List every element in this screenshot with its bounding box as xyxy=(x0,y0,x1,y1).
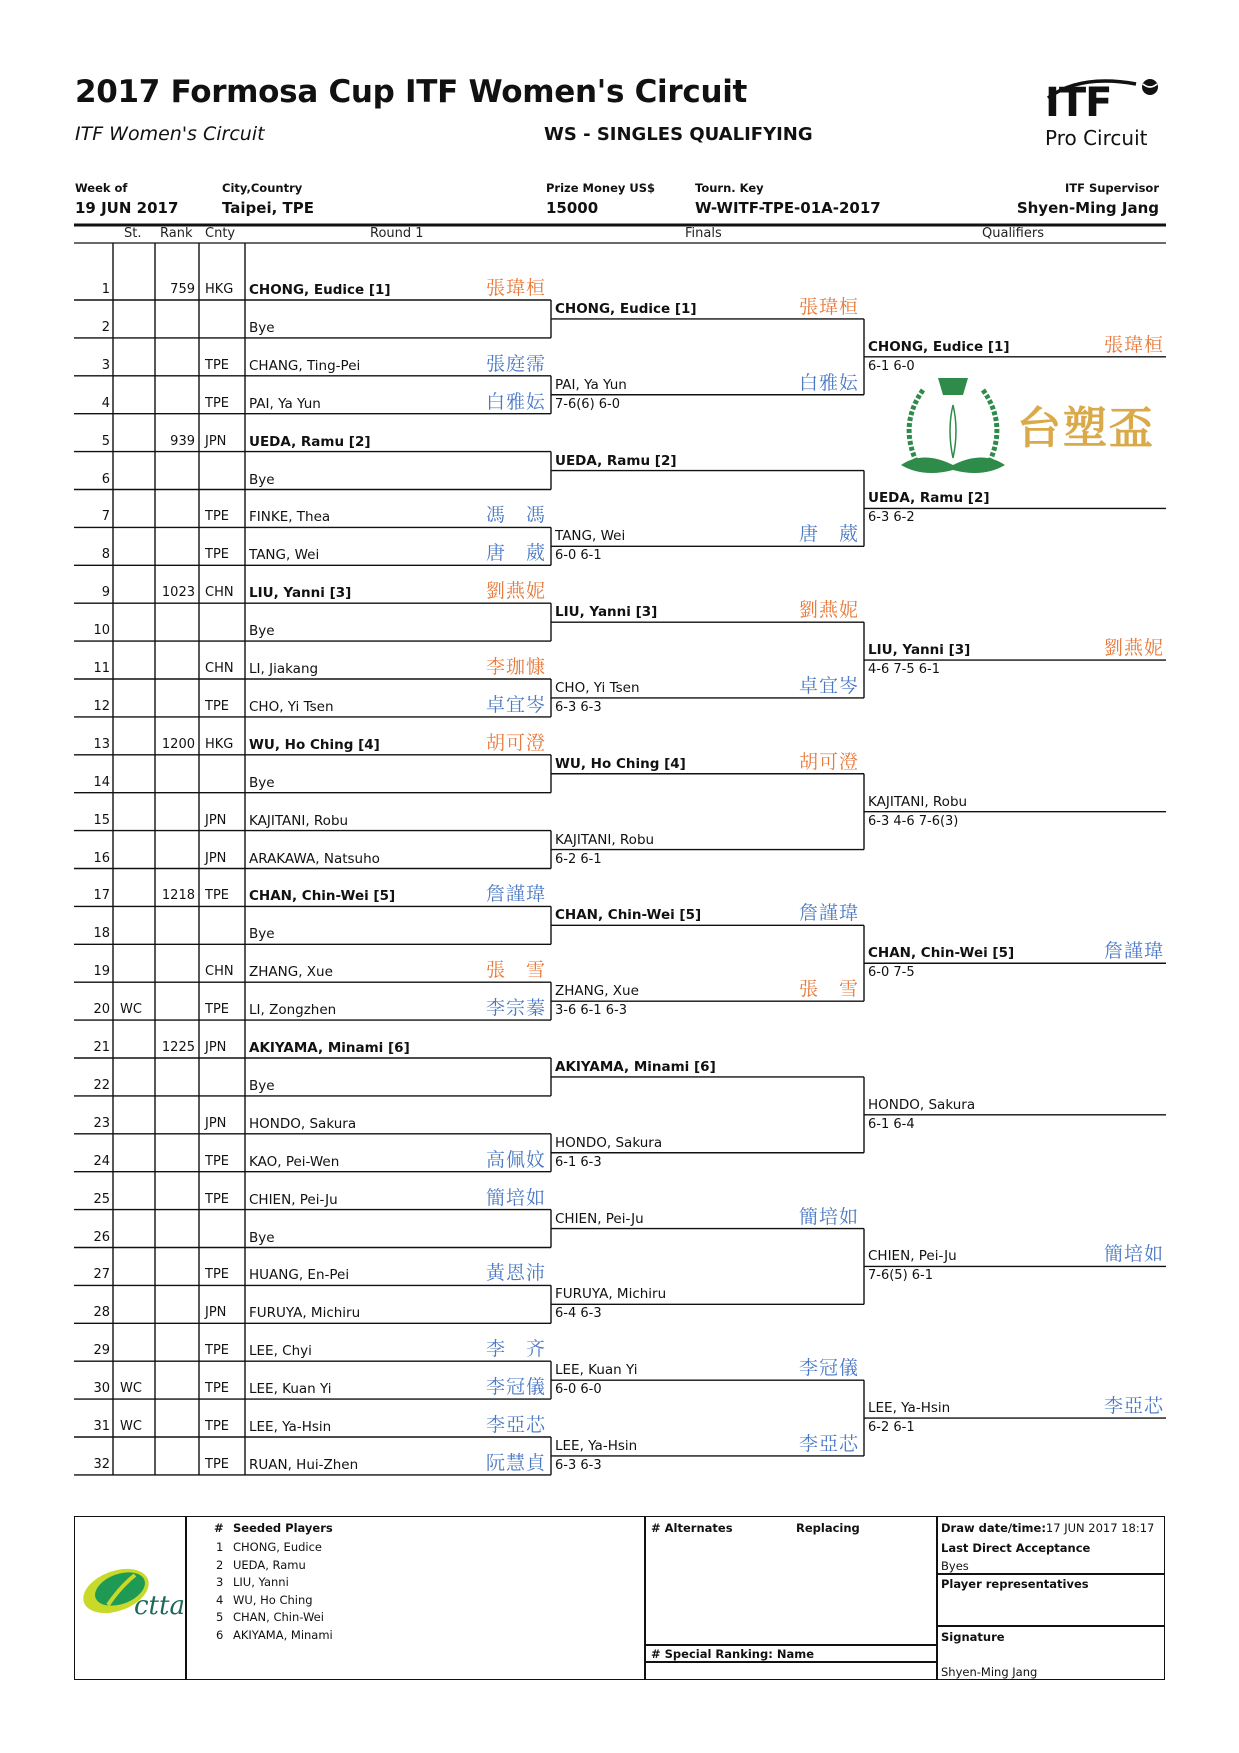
draw-position: 6 xyxy=(101,471,110,487)
supervisor-label: ITF Supervisor xyxy=(1064,181,1159,195)
qualifier-chinese-name: 張瑋桓 xyxy=(1103,333,1164,356)
event-name: WS - SINGLES QUALIFYING xyxy=(544,124,813,145)
entry-status: WC xyxy=(120,1002,142,1018)
player-name: HONDO, Sakura xyxy=(249,1115,357,1132)
footer-divider xyxy=(937,1573,1165,1575)
draw-position: 5 xyxy=(101,433,110,449)
formosa-cup-text: 台塑盃 xyxy=(1017,403,1155,454)
player-chinese-name: 張 雪 xyxy=(485,959,546,982)
finals-score: 6-2 6-1 xyxy=(555,851,602,867)
footer-divider xyxy=(936,1516,938,1680)
footer-divider xyxy=(645,1644,937,1646)
col-cnty: Cnty xyxy=(205,226,236,241)
seeded-number: 3 xyxy=(216,1575,224,1589)
player-representatives: Player representatives xyxy=(941,1577,1089,1591)
replacing-title: Replacing xyxy=(796,1521,860,1535)
player-name: LIU, Yanni [3] xyxy=(249,585,352,602)
entry-country: TPE xyxy=(205,1002,229,1018)
qualifier-score: 6-1 6-4 xyxy=(868,1116,915,1132)
ctta-logo-text: ctta xyxy=(134,1591,185,1621)
entry-country: JPN xyxy=(205,1040,227,1055)
player-name: RUAN, Hui-Zhen xyxy=(249,1456,359,1473)
entry-country: JPN xyxy=(205,433,227,449)
alternates-title: # Alternates xyxy=(651,1521,733,1535)
finals-player-name: FURUYA, Michiru xyxy=(555,1286,667,1303)
player-name: LI, Jiakang xyxy=(249,661,319,677)
finals-chinese-name: 李亞芯 xyxy=(798,1432,859,1455)
player-name: CHAN, Chin-Wei [5] xyxy=(249,888,396,905)
draw-position: 3 xyxy=(101,357,110,373)
finals-score: 6-1 6-3 xyxy=(555,1154,602,1170)
seeded-number: 6 xyxy=(216,1627,224,1642)
special-ranking-title: # Special Ranking: Name xyxy=(651,1647,814,1661)
col-rank: Rank xyxy=(160,226,193,241)
ctta-logo xyxy=(80,1567,188,1627)
finals-player-name: UEDA, Ramu [2] xyxy=(555,452,677,469)
seeded-player-name: AKIYAMA, Minami xyxy=(233,1627,333,1642)
player-name: LEE, Kuan Yi xyxy=(249,1381,332,1398)
col-finals: Finals xyxy=(685,226,722,241)
tourn-key-value: W-WITF-TPE-01A-2017 xyxy=(695,199,881,217)
qualifier-name: KAJITANI, Robu xyxy=(868,793,968,810)
supervisor-value: Shyen-Ming Jang xyxy=(1016,199,1159,217)
qualifier-chinese-name: 李亞芯 xyxy=(1103,1395,1164,1418)
itf-logo-subtext: Pro Circuit xyxy=(1045,126,1148,150)
prize-label: Prize Money US$ xyxy=(546,181,655,195)
draw-position: 11 xyxy=(93,661,110,676)
finals-chinese-name: 卓宜岑 xyxy=(798,674,859,697)
finals-player-name: CHAN, Chin-Wei [5] xyxy=(555,907,702,924)
draw-position: 27 xyxy=(93,1267,110,1283)
entry-country: TPE xyxy=(205,698,229,714)
finals-score: 6-3 6-3 xyxy=(555,699,602,715)
player-name: CHIEN, Pei-Ju xyxy=(249,1191,338,1208)
entry-rank: 1218 xyxy=(161,888,195,904)
player-chinese-name: 黃恩沛 xyxy=(485,1262,546,1285)
finals-chinese-name: 唐 葳 xyxy=(798,523,859,546)
draw-position: 18 xyxy=(93,926,110,942)
entry-rank: 1023 xyxy=(161,585,195,601)
seeded-number: 1 xyxy=(216,1540,224,1554)
entry-country: TPE xyxy=(205,1343,229,1359)
qualifier-score: 7-6(5) 6-1 xyxy=(868,1268,934,1284)
draw-position: 28 xyxy=(93,1305,110,1321)
tournament-subtitle: ITF Women's Circuit xyxy=(75,123,265,145)
draw-date-value: 17 JUN 2017 18:17 xyxy=(1045,1521,1155,1535)
entry-rank: 939 xyxy=(170,433,195,449)
entry-status: WC xyxy=(120,1419,142,1434)
player-name: UEDA, Ramu [2] xyxy=(249,433,371,450)
qualifier-score: 6-3 6-2 xyxy=(868,510,915,526)
player-name: TANG, Wei xyxy=(249,547,320,564)
player-name: FURUYA, Michiru xyxy=(249,1305,361,1322)
entry-country: TPE xyxy=(205,1191,229,1207)
footer-divider xyxy=(937,1625,1165,1627)
entry-country: TPE xyxy=(205,509,229,525)
draw-position: 8 xyxy=(101,547,110,563)
player-name: LI, Zongzhen xyxy=(249,1002,337,1019)
seeded-player-name: CHAN, Chin-Wei xyxy=(233,1610,324,1624)
draw-position: 32 xyxy=(93,1456,110,1472)
draw-position: 15 xyxy=(93,812,110,828)
qualifier-score: 6-1 6-0 xyxy=(868,358,915,374)
qualifier-chinese-name: 簡培如 xyxy=(1103,1243,1164,1266)
player-chinese-name: 阮慧貞 xyxy=(485,1451,546,1474)
finals-chinese-name: 胡可澄 xyxy=(798,750,859,773)
seeded-number: 2 xyxy=(216,1557,224,1572)
entry-country: JPN xyxy=(205,850,227,866)
finals-player-name: CHONG, Eudice [1] xyxy=(555,300,697,317)
player-name: Bye xyxy=(249,774,275,791)
player-name: CHO, Yi Tsen xyxy=(249,698,334,715)
player-name: Bye xyxy=(249,623,275,640)
entry-country: TPE xyxy=(205,1419,229,1434)
entry-country: JPN xyxy=(205,1115,227,1131)
qualifier-chinese-name: 劉燕妮 xyxy=(1103,637,1164,660)
finals-player-name: KAJITANI, Robu xyxy=(555,831,655,848)
prize-value: 15000 xyxy=(546,199,599,217)
col-st: St. xyxy=(124,226,142,241)
finals-score: 6-0 6-0 xyxy=(555,1382,602,1398)
qualifier-name: LIU, Yanni [3] xyxy=(868,642,971,659)
entry-country: TPE xyxy=(205,1153,229,1169)
finals-chinese-name: 簡培如 xyxy=(798,1205,859,1228)
draw-position: 12 xyxy=(93,698,110,714)
entry-country: HKG xyxy=(205,282,234,297)
player-name: LEE, Ya-Hsin xyxy=(249,1419,332,1435)
draw-position: 23 xyxy=(93,1115,110,1131)
entry-country: TPE xyxy=(205,1267,229,1283)
col-qualifiers: Qualifiers xyxy=(982,226,1044,241)
draw-position: 26 xyxy=(93,1229,110,1245)
player-name: Bye xyxy=(249,319,275,336)
player-chinese-name: 李 齐 xyxy=(485,1338,546,1361)
qualifier-name: CHONG, Eudice [1] xyxy=(868,338,1010,355)
qualifier-score: 4-6 7-5 6-1 xyxy=(868,662,940,678)
footer-divider xyxy=(644,1516,646,1680)
seeded-player-name: UEDA, Ramu xyxy=(233,1557,306,1572)
finals-score: 6-3 6-3 xyxy=(555,1457,602,1473)
player-name: Bye xyxy=(249,926,275,943)
entry-country: CHN xyxy=(205,964,234,980)
draw-position: 4 xyxy=(101,395,110,411)
player-chinese-name: 李珈慷 xyxy=(485,656,546,678)
itf-logo-text: ITF xyxy=(1045,80,1112,126)
player-chinese-name: 張瑋桓 xyxy=(485,277,546,299)
finals-chinese-name: 張 雪 xyxy=(798,978,859,1001)
qualifier-name: UEDA, Ramu [2] xyxy=(868,490,990,507)
finals-player-name: LEE, Kuan Yi xyxy=(555,1362,638,1379)
player-chinese-name: 唐 葳 xyxy=(485,542,546,565)
finals-player-name: HONDO, Sakura xyxy=(555,1134,663,1151)
player-chinese-name: 馮 馮 xyxy=(485,504,546,527)
week-value: 19 JUN 2017 xyxy=(75,199,179,217)
finals-player-name: AKIYAMA, Minami [6] xyxy=(555,1058,716,1075)
tourn-key-label: Tourn. Key xyxy=(695,181,764,195)
player-chinese-name: 白雅妘 xyxy=(485,390,546,413)
entry-country: CHN xyxy=(205,661,234,676)
finals-player-name: LIU, Yanni [3] xyxy=(555,604,658,621)
player-name: Bye xyxy=(249,1077,275,1094)
draw-position: 7 xyxy=(101,509,110,525)
finals-score: 6-0 6-1 xyxy=(555,548,602,564)
entry-country: TPE xyxy=(205,1381,229,1397)
seeded-player-name: LIU, Yanni xyxy=(233,1575,289,1589)
player-name: WU, Ho Ching [4] xyxy=(249,736,380,753)
player-name: AKIYAMA, Minami [6] xyxy=(249,1040,410,1056)
entry-country: TPE xyxy=(205,357,229,373)
qualifier-name: CHIEN, Pei-Ju xyxy=(868,1248,957,1265)
byes-label: Byes xyxy=(941,1559,969,1573)
seeded-player-name: CHONG, Eudice xyxy=(233,1540,323,1554)
footer-divider xyxy=(645,1661,937,1663)
signature-name: Shyen-Ming Jang xyxy=(941,1665,1038,1679)
player-name: CHONG, Eudice [1] xyxy=(249,282,391,298)
draw-position: 2 xyxy=(101,319,110,335)
entry-rank: 759 xyxy=(170,282,195,297)
draw-position: 16 xyxy=(93,850,110,866)
entry-country: TPE xyxy=(205,1456,229,1472)
draw-datetime xyxy=(941,1521,1154,1535)
draw-position: 24 xyxy=(93,1153,110,1169)
entry-country: TPE xyxy=(205,395,229,411)
entry-country: HKG xyxy=(205,736,234,752)
draw-position: 25 xyxy=(93,1191,110,1207)
player-name: CHANG, Ting-Pei xyxy=(249,357,361,374)
player-chinese-name: 李冠儀 xyxy=(485,1376,546,1399)
qualifier-score: 6-2 6-1 xyxy=(868,1420,915,1436)
player-name: ZHANG, Xue xyxy=(249,964,333,981)
player-chinese-name: 劉燕妮 xyxy=(485,580,546,603)
player-chinese-name: 張庭霈 xyxy=(485,352,546,375)
qualifier-score: 6-3 4-6 7-6(3) xyxy=(868,813,959,829)
draw-position: 22 xyxy=(93,1077,110,1093)
draw-position: 31 xyxy=(93,1419,110,1434)
week-label: Week of xyxy=(75,181,128,195)
tournament-title: 2017 Formosa Cup ITF Women's Circuit xyxy=(75,74,748,110)
player-chinese-name: 詹謹瑋 xyxy=(485,883,546,906)
draw-position: 21 xyxy=(93,1040,110,1055)
player-chinese-name: 卓宜岑 xyxy=(485,693,546,716)
seeded-number: 4 xyxy=(216,1592,224,1607)
seeded-hash: # xyxy=(214,1521,224,1535)
player-name: LEE, Chyi xyxy=(249,1343,312,1360)
draw-position: 10 xyxy=(93,623,110,639)
finals-score: 7-6(6) 6-0 xyxy=(555,396,621,412)
qualifier-name: HONDO, Sakura xyxy=(868,1096,976,1113)
finals-player-name: ZHANG, Xue xyxy=(555,983,639,1000)
laurel-wreath-icon xyxy=(893,370,1013,480)
player-name: KAO, Pei-Wen xyxy=(249,1153,340,1170)
seeded-title: Seeded Players xyxy=(233,1521,333,1535)
draw-position: 13 xyxy=(93,736,110,752)
player-name: HUANG, En-Pei xyxy=(249,1267,350,1284)
draw-date-label: Draw date/time: xyxy=(941,1521,1046,1535)
player-chinese-name: 簡培如 xyxy=(485,1186,546,1209)
player-name: Bye xyxy=(249,1229,275,1246)
entry-country: TPE xyxy=(205,547,229,563)
entry-rank: 1200 xyxy=(161,736,195,752)
finals-chinese-name: 白雅妘 xyxy=(798,371,859,394)
city-label: City,Country xyxy=(222,181,303,195)
finals-score: 3-6 6-1 6-3 xyxy=(555,1003,627,1019)
finals-score: 6-4 6-3 xyxy=(555,1306,602,1322)
draw-position: 9 xyxy=(101,585,110,601)
player-chinese-name: 李亞芯 xyxy=(485,1414,546,1436)
draw-position: 19 xyxy=(93,964,110,980)
draw-position: 29 xyxy=(93,1343,110,1359)
finals-chinese-name: 劉燕妮 xyxy=(798,599,859,622)
qualifier-name: CHAN, Chin-Wei [5] xyxy=(868,945,1015,962)
entry-country: TPE xyxy=(205,888,229,904)
seeded-number: 5 xyxy=(216,1610,224,1624)
finals-chinese-name: 張瑋桓 xyxy=(798,295,859,318)
entry-country: CHN xyxy=(205,585,234,601)
qualifier-chinese-name: 詹謹瑋 xyxy=(1103,940,1164,963)
finals-player-name: WU, Ho Ching [4] xyxy=(555,755,686,772)
player-chinese-name: 李宗蓁 xyxy=(485,997,546,1020)
player-name: Bye xyxy=(249,471,275,488)
qualifier-score: 6-0 7-5 xyxy=(868,965,915,981)
draw-position: 30 xyxy=(93,1381,110,1397)
player-chinese-name: 胡可澄 xyxy=(485,731,546,754)
finals-player-name: LEE, Ya-Hsin xyxy=(555,1437,638,1454)
player-chinese-name: 高佩妏 xyxy=(485,1148,546,1171)
player-name: FINKE, Thea xyxy=(249,509,331,526)
col-round1: Round 1 xyxy=(370,226,424,241)
player-name: ARAKAWA, Natsuho xyxy=(249,850,380,867)
draw-position: 20 xyxy=(93,1002,110,1018)
finals-player-name: TANG, Wei xyxy=(555,528,626,545)
draw-position: 1 xyxy=(101,282,110,297)
finals-player-name: CHO, Yi Tsen xyxy=(555,679,640,696)
entry-rank: 1225 xyxy=(161,1040,195,1055)
draw-position: 14 xyxy=(93,774,110,790)
itf-pro-circuit-logo xyxy=(1040,72,1170,154)
formosa-cup-emblem xyxy=(893,370,1173,480)
finals-player-name: PAI, Ya Yun xyxy=(555,376,627,393)
finals-chinese-name: 李冠儀 xyxy=(798,1357,859,1380)
signature-label: Signature xyxy=(941,1630,1005,1644)
finals-chinese-name: 詹謹瑋 xyxy=(798,902,859,925)
entry-status: WC xyxy=(120,1381,142,1397)
city-value: Taipei, TPE xyxy=(222,199,315,217)
entry-country: JPN xyxy=(205,812,227,828)
seeded-player-name: WU, Ho Ching xyxy=(233,1592,313,1607)
player-name: PAI, Ya Yun xyxy=(249,395,321,412)
entry-country: JPN xyxy=(205,1305,227,1321)
draw-position: 17 xyxy=(93,888,110,904)
player-name: KAJITANI, Robu xyxy=(249,812,349,829)
finals-player-name: CHIEN, Pei-Ju xyxy=(555,1210,644,1227)
last-direct-acceptance: Last Direct Acceptance xyxy=(941,1541,1091,1555)
qualifier-name: LEE, Ya-Hsin xyxy=(868,1400,951,1417)
